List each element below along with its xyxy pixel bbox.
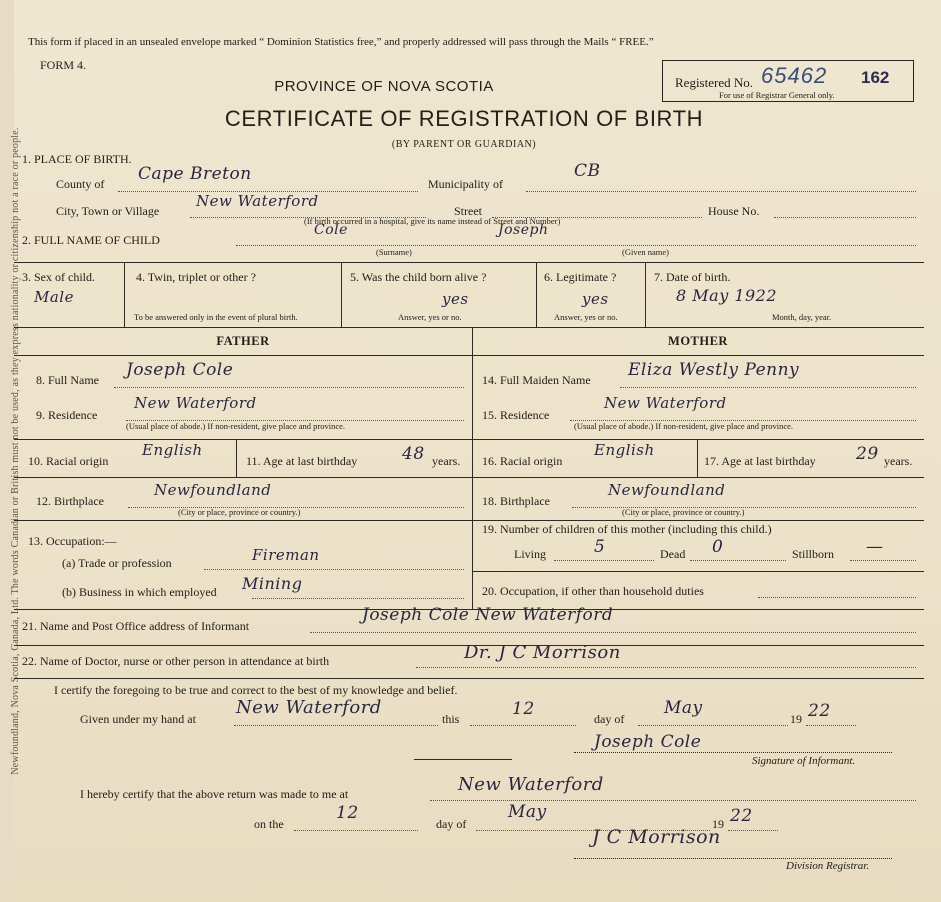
informant-signature: Joseph Cole [594, 732, 702, 752]
registrar-place-value: New Waterford [458, 774, 604, 795]
registrar-use-note: For use of Registrar General only. [719, 90, 835, 100]
dead-label: Dead [660, 547, 686, 561]
mother-birthplace-note: (City or place, province or country.) [622, 507, 745, 517]
registrar-on-the-label: on the [254, 817, 284, 831]
given-year-prefix: 19 [790, 712, 802, 726]
trade-label: (a) Trade or profession [62, 556, 172, 570]
certificate-subtitle: (BY PARENT OR GUARDIAN) [391, 139, 537, 150]
mother-heading: MOTHER [668, 334, 728, 348]
mother-racial-value: English [594, 441, 655, 459]
trade-value: Fireman [252, 546, 320, 564]
mother-occupation-label: 20. Occupation, if other than household duties [482, 584, 704, 598]
father-age-label: 11. Age at last birthday [246, 454, 358, 468]
mother-residence-value: New Waterford [604, 394, 727, 412]
stillborn-value: — [866, 537, 884, 557]
business-label: (b) Business in which employed [62, 585, 217, 599]
hospital-note: (If birth occurred in a hospital, give its name instead of Street and Number) [304, 216, 561, 226]
mother-residence-note: (Usual place of abode.) If non-resident, give place and province. [574, 421, 794, 431]
place-heading: 1. PLACE OF BIRTH. [22, 152, 132, 166]
certificate-title: CERTIFICATE OF REGISTRATION OF BIRTH [224, 106, 704, 131]
city-label: City, Town or Village [56, 204, 160, 218]
registrar-signature: J C Morrison [592, 826, 721, 848]
registrar-day-of-label: day of [436, 817, 467, 831]
informant-label: 21. Name and Post Office address of Informant [22, 619, 250, 633]
registrar-day-value: 12 [336, 803, 359, 823]
county-label: County of [56, 177, 105, 191]
legitimate-value: yes [582, 290, 609, 308]
sex-value: Male [34, 288, 74, 306]
mother-age-label: 17. Age at last birthday [704, 454, 816, 468]
mother-name-value: Eliza Westly Penny [628, 360, 800, 380]
children-count-label: 19. Number of children of this mother (including this child.) [482, 522, 772, 536]
registrar-caption: Division Registrar. [786, 860, 870, 872]
father-birthplace-value: Newfoundland [154, 481, 272, 499]
father-residence-value: New Waterford [134, 394, 257, 412]
city-value: New Waterford [196, 192, 319, 210]
informant-signature-caption: Signature of Informant. [752, 755, 856, 767]
child-surname: Cole [314, 222, 348, 238]
given-month-value: May [664, 698, 703, 718]
registered-box [662, 60, 914, 102]
mother-age-value: 29 [856, 444, 879, 464]
father-residence-label: 9. Residence [36, 408, 98, 422]
given-day-value: 12 [512, 699, 535, 719]
registrar-month-value: May [508, 802, 547, 822]
registrar-year-value: 22 [730, 806, 753, 826]
given-day-of-label: day of [594, 712, 625, 726]
father-age-value: 48 [402, 444, 425, 464]
certificate-paper [10, 0, 941, 902]
doctor-value: Dr. J C Morrison [464, 642, 621, 663]
registered-number: 65462 [761, 63, 828, 88]
registered-label: Registered No. [675, 75, 753, 90]
dead-value: 0 [712, 537, 724, 557]
child-given-name: Joseph [498, 222, 549, 238]
legitimate-note: Answer, yes or no. [554, 312, 618, 322]
father-racial-value: English [142, 441, 203, 459]
legitimate-label: 6. Legitimate ? [544, 270, 617, 284]
street-label: Street [454, 204, 482, 218]
free-mail-notice: This form if placed in an unsealed envelope marked “ Dominion Statistics free,” and properly addressed will pass through the Mails “ FREE.” [28, 36, 654, 48]
living-value: 5 [594, 537, 606, 557]
father-occupation-label: 13. Occupation:— [28, 534, 117, 548]
stillborn-label: Stillborn [792, 547, 835, 561]
father-name-value: Joseph Cole [126, 360, 234, 380]
sex-label: 3. Sex of child. [22, 270, 95, 284]
born-alive-value: yes [442, 290, 469, 308]
registered-stamp: 162 [861, 68, 890, 87]
municipality-value: CB [574, 161, 601, 181]
province-heading: PROVINCE OF NOVA SCOTIA [274, 78, 494, 95]
mother-birthplace-value: Newfoundland [608, 481, 726, 499]
father-birthplace-note: (City or place, province or country.) [178, 507, 301, 517]
side-notice: Newfoundland, Nova Scotia, Canada, Ltd. The words Canadian or British must not be used, as they express nationality or citizenship not a race or people. [10, 127, 21, 775]
form-number: FORM 4. [40, 58, 87, 72]
mother-name-label: 14. Full Maiden Name [482, 373, 591, 387]
house-label: House No. [708, 204, 760, 218]
father-name-label: 8. Full Name [36, 373, 99, 387]
registrar-year-prefix: 19 [712, 817, 724, 831]
certify-statement: I certify the foregoing to be true and correct to the best of my knowledge and belief. [54, 683, 458, 697]
father-heading: FATHER [216, 334, 270, 348]
given-name-caption: (Given name) [622, 247, 669, 257]
given-hand-label: Given under my hand at [80, 712, 196, 726]
registrar-statement: I hereby certify that the above return was made to me at [80, 787, 349, 801]
mother-racial-label: 16. Racial origin [482, 454, 563, 468]
municipality-label: Municipality of [428, 177, 503, 191]
business-value: Mining [242, 574, 303, 593]
dob-note: Month, day, year. [772, 312, 832, 322]
father-birthplace-label: 12. Birthplace [36, 494, 104, 508]
surname-caption: (Surname) [376, 247, 412, 257]
living-label: Living [514, 547, 546, 561]
mother-years: years. [884, 454, 913, 468]
dob-label: 7. Date of birth. [654, 270, 731, 284]
mother-birthplace-label: 18. Birthplace [482, 494, 550, 508]
father-racial-label: 10. Racial origin [28, 454, 109, 468]
dob-value: 8 May 1922 [676, 286, 778, 305]
twin-note: To be answered only in the event of plural birth. [134, 312, 298, 322]
born-alive-note: Answer, yes or no. [398, 312, 462, 322]
this-label: this [442, 712, 460, 726]
father-years: years. [432, 454, 461, 468]
doctor-label: 22. Name of Doctor, nurse or other person in attendance at birth [22, 654, 330, 668]
child-name-label: 2. FULL NAME OF CHILD [22, 233, 160, 247]
mother-residence-label: 15. Residence [482, 408, 550, 422]
county-value: Cape Breton [138, 164, 252, 184]
twin-label: 4. Twin, triplet or other ? [136, 270, 256, 284]
given-place-value: New Waterford [236, 697, 382, 718]
father-residence-note: (Usual place of abode.) If non-resident, give place and province. [126, 421, 346, 431]
born-alive-label: 5. Was the child born alive ? [350, 270, 487, 284]
informant-value: Joseph Cole New Waterford [362, 605, 614, 625]
given-year-value: 22 [808, 701, 831, 721]
